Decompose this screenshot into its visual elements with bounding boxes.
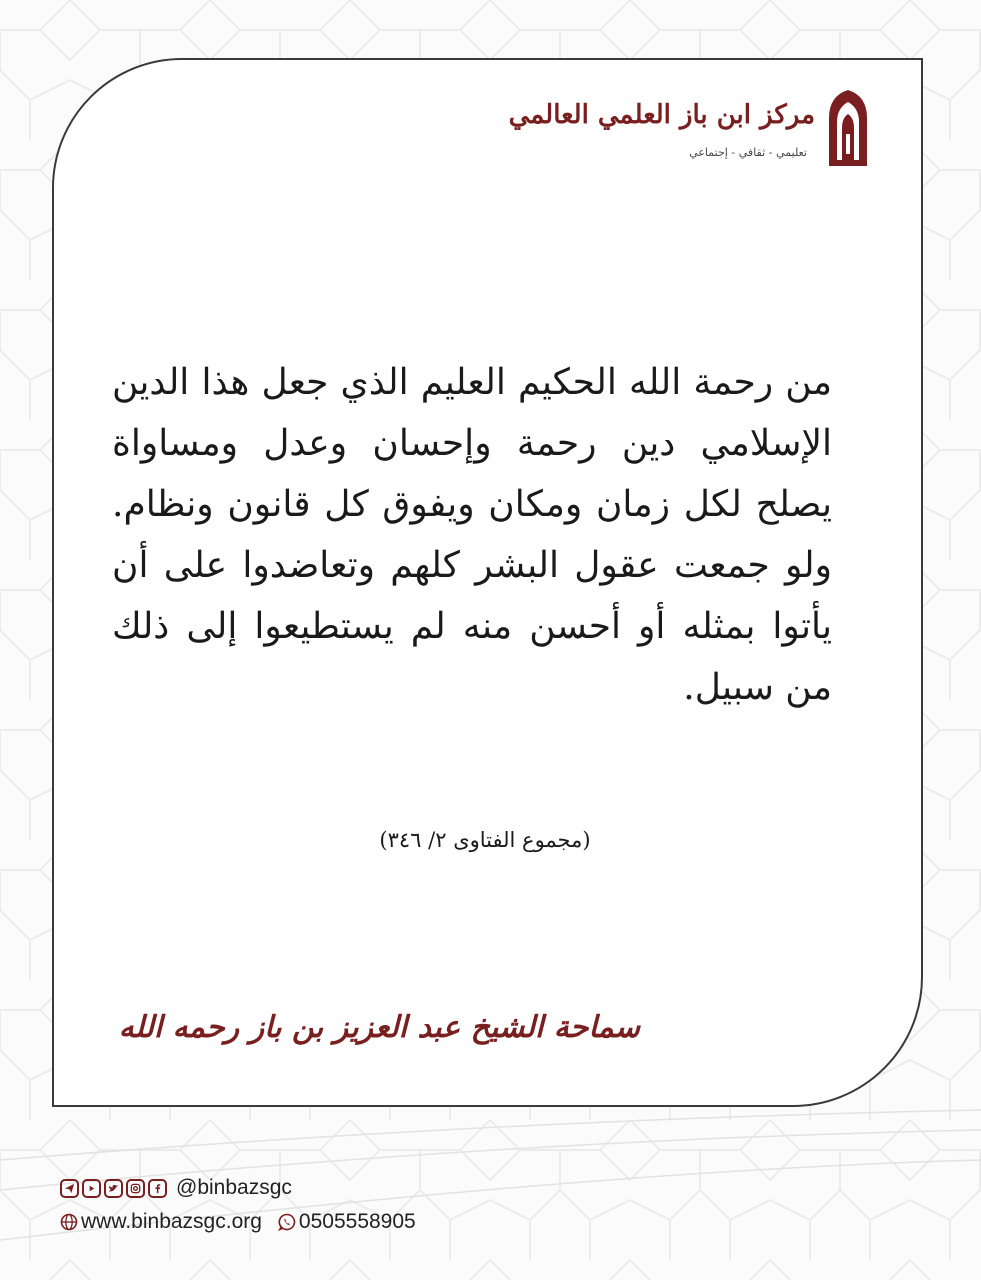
author-signature: سماحة الشيخ عبد العزيز بن باز رحمه الله [118, 1010, 640, 1045]
whatsapp-icon [278, 1213, 296, 1231]
website-link[interactable]: www.binbazsgc.org [81, 1210, 262, 1233]
center-name: مركز ابن باز العلمي العالمي [508, 100, 815, 130]
globe-icon [60, 1213, 78, 1231]
twitter-icon[interactable] [104, 1179, 123, 1198]
phone-contact[interactable] [278, 1210, 416, 1234]
contact-info [60, 1210, 416, 1234]
social-links [60, 1176, 292, 1200]
youtube-icon[interactable] [82, 1179, 101, 1198]
center-logo [508, 88, 871, 178]
facebook-icon[interactable] [148, 1179, 167, 1198]
telegram-icon[interactable] [60, 1179, 79, 1198]
mosque-arch-icon [825, 88, 871, 168]
quote-citation: (مجموع الفتاوى ٢/ ٣٤٦) [379, 828, 591, 852]
phone-number[interactable]: 0505558905 [298, 1210, 416, 1233]
center-tagline: تعليمي - ثقافي - إجتماعي [689, 146, 807, 159]
social-handle[interactable]: @binbazsgc [176, 1176, 292, 1199]
quote-text: من رحمة الله الحكيم العليم الذي جعل هذا الدين الإسلامي دين رحمة وإحسان وعدل ومساواة يصلح لكل زمان ومكان ويفوق كل قانون ونظام. ولو جمعت عقول البشر كلهم وتعاضدوا على أن يأتوا بمثله أو أحسن منه لم يستطيعوا إلى ذلك من سبيل. [112, 362, 832, 708]
instagram-icon[interactable] [126, 1179, 145, 1198]
